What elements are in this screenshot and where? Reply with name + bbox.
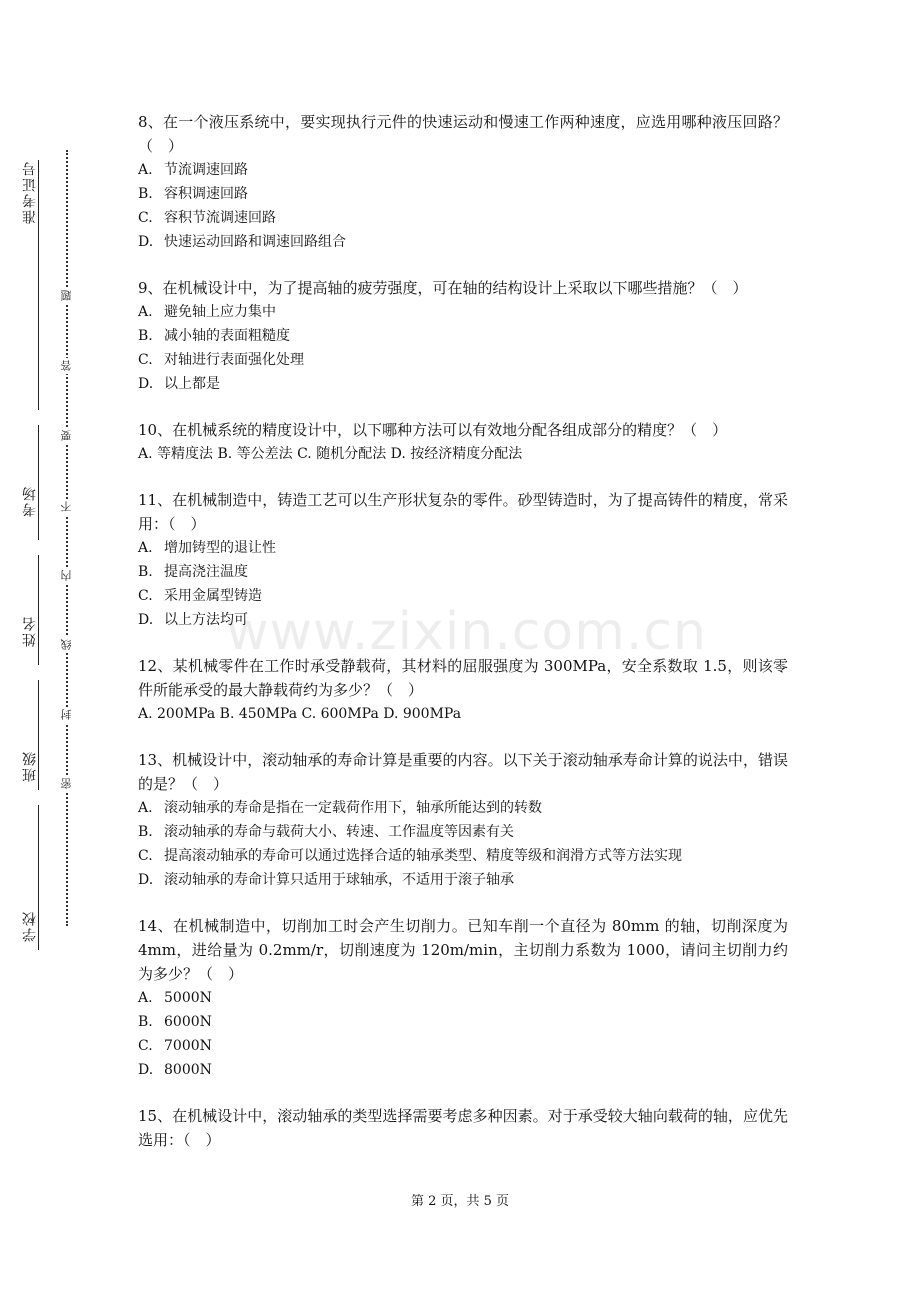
option-c[interactable] [138, 348, 788, 372]
seal-dotted-line [66, 150, 68, 926]
option-text: 提高滚动轴承的寿命可以通过选择合适的轴承类型、精度等级和润滑方式等方法实现 [164, 848, 682, 864]
option-text: 容积调速回路 [164, 186, 248, 202]
option-text: 节流调速回路 [164, 162, 248, 178]
question-text: 9、在机械设计中，为了提高轴的疲劳强度，可在轴的结构设计上采取以下哪些措施？（ ） [138, 279, 748, 297]
option-text: 6000N [164, 1014, 212, 1030]
seal-char: 线 [59, 637, 75, 653]
margin-blank-line [38, 805, 39, 950]
option-label: A. [138, 800, 153, 816]
option-text: 增加铸型的退让性 [164, 540, 276, 556]
question-13 [138, 748, 788, 892]
question-text: 14、在机械制造中，切削加工时会产生切削力。已知车削一个直径为 80mm 的轴，切削深度为 4mm，进给量为 0.2mm/r，切削速度为 120m/min，主切削力系数为 1000，请问主切削力约为多少？（ ） [138, 917, 788, 983]
option-d[interactable] [138, 1058, 788, 1082]
option-text: 滚动轴承的寿命是指在一定载荷作用下，轴承所能达到的转数 [164, 800, 542, 816]
option-b[interactable] [138, 182, 788, 206]
margin-label-exam-number: 准考证号 [22, 160, 38, 224]
seal-char: 题 [59, 288, 75, 304]
option-d[interactable] [138, 372, 788, 396]
option-label: D. [138, 612, 154, 628]
option-text: 滚动轴承的寿命计算只适用于球轴承，不适用于滚子轴承 [164, 872, 514, 888]
option-a[interactable] [138, 158, 788, 182]
question-text: 8、在一个液压系统中，要实现执行元件的快速运动和慢速工作两种速度，应选用哪种液压回路？（ ） [138, 113, 788, 155]
option-label: D. [138, 376, 154, 392]
option-a[interactable] [138, 300, 788, 324]
option-label: C. [138, 588, 153, 604]
option-b[interactable] [138, 1010, 788, 1034]
option-text: 采用金属型铸造 [164, 588, 262, 604]
option-b[interactable] [138, 324, 788, 348]
option-d[interactable] [138, 230, 788, 254]
seal-char: 要 [59, 428, 75, 444]
option-label: C. [138, 848, 153, 864]
option-c[interactable] [138, 206, 788, 230]
seal-char: 封 [59, 707, 75, 723]
option-text: 快速运动回路和调速回路组合 [164, 234, 346, 250]
option-d[interactable] [138, 868, 788, 892]
margin-label-class: 班级 [22, 750, 38, 782]
seal-char: 答 [59, 358, 75, 374]
question-9 [138, 276, 788, 396]
question-text: 11、在机械制造中，铸造工艺可以生产形状复杂的零件。砂型铸造时，为了提高铸件的精度，常采用：（ ） [138, 491, 788, 533]
option-text: 容积节流调速回路 [164, 210, 276, 226]
margin-label-exam-room: 考场 [22, 485, 38, 517]
question-12 [138, 654, 788, 726]
option-label: B. [138, 186, 153, 202]
inline-options[interactable]: A. 200MPa B. 450MPa C. 600MPa D. 900MPa [138, 706, 462, 722]
option-text: 以上都是 [164, 376, 220, 392]
margin-blank-line [38, 425, 39, 540]
option-label: A. [138, 304, 153, 320]
option-a[interactable] [138, 536, 788, 560]
option-label: C. [138, 1038, 153, 1054]
option-label: B. [138, 824, 153, 840]
option-a[interactable] [138, 986, 788, 1010]
seal-char: 密 [59, 776, 75, 792]
margin-field-exam-room [22, 485, 38, 517]
question-text: 12、某机械零件在工作时承受静载荷，其材料的屈服强度为 300MPa，安全系数取 1.5，则该零件所能承受的最大静载荷约为多少？（ ） [138, 657, 788, 699]
watermark: www.zixin.com.cn [226, 602, 707, 662]
option-text: 以上方法均可 [164, 612, 248, 628]
margin-blank-line [38, 680, 39, 790]
question-text: 15、在机械设计中，滚动轴承的类型选择需要考虑多种因素。对于承受较大轴向载荷的轴，应优先选用：（ ） [138, 1107, 788, 1149]
margin-field-school [22, 910, 38, 942]
question-15 [138, 1104, 788, 1152]
margin-field-name [22, 615, 38, 647]
option-b[interactable] [138, 820, 788, 844]
option-label: A. [138, 540, 153, 556]
option-c[interactable] [138, 1034, 788, 1058]
margin-blank-line [38, 160, 39, 410]
option-text: 5000N [164, 990, 212, 1006]
option-label: B. [138, 328, 153, 344]
inline-options[interactable]: A. 等精度法 B. 等公差法 C. 随机分配法 D. 按经济精度分配法 [138, 446, 523, 462]
option-label: B. [138, 1014, 153, 1030]
question-10 [138, 418, 788, 466]
option-label: D. [138, 234, 154, 250]
option-label: B. [138, 564, 153, 580]
seal-char: 不 [59, 499, 75, 515]
option-text: 8000N [164, 1062, 212, 1078]
option-label: D. [138, 872, 154, 888]
option-text: 滚动轴承的寿命与载荷大小、转速、工作温度等因素有关 [164, 824, 514, 840]
margin-label-name: 姓名 [22, 615, 38, 647]
option-text: 避免轴上应力集中 [164, 304, 276, 320]
option-label: C. [138, 210, 153, 226]
option-label: A. [138, 162, 153, 178]
margin-label-school: 学校 [22, 910, 38, 942]
question-14 [138, 914, 788, 1082]
margin-blank-line [38, 555, 39, 665]
option-text: 减小轴的表面粗糙度 [164, 328, 290, 344]
option-label: D. [138, 1062, 154, 1078]
option-label: A. [138, 990, 153, 1006]
option-label: C. [138, 352, 153, 368]
option-b[interactable] [138, 560, 788, 584]
margin-field-exam-number [22, 160, 38, 224]
question-text: 13、机械设计中，滚动轴承的寿命计算是重要的内容。以下关于滚动轴承寿命计算的说法中，错误的是？（ ） [138, 751, 788, 793]
question-8 [138, 110, 788, 254]
option-text: 提高浇注温度 [164, 564, 248, 580]
option-text: 7000N [164, 1038, 212, 1054]
question-text: 10、在机械系统的精度设计中，以下哪种方法可以有效地分配各组成部分的精度？（ ） [138, 421, 728, 439]
option-c[interactable] [138, 844, 788, 868]
option-a[interactable] [138, 796, 788, 820]
page-footer: 第 2 页，共 5 页 [410, 1194, 510, 1209]
margin-field-class [22, 750, 38, 782]
option-text: 对轴进行表面强化处理 [164, 352, 304, 368]
seal-char: 内 [59, 568, 75, 584]
